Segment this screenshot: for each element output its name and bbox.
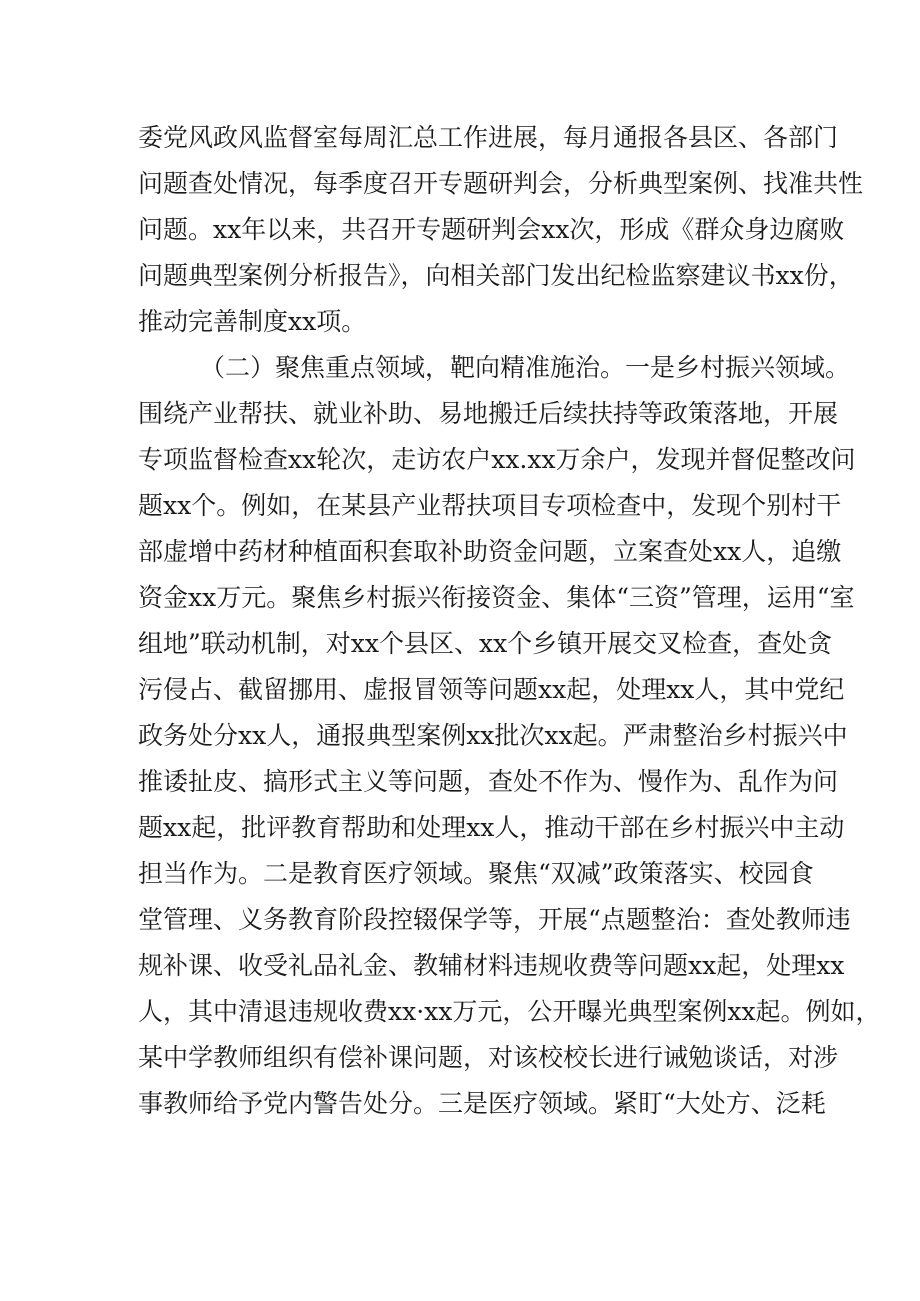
text-line: 堂管理、义务教育阶段控辍保学等，开展“点题整治：查处教师违: [138, 905, 851, 934]
text-line: 专项监督检查xx轮次，走访农户xx.xx万余户，发现并督促整改问: [138, 445, 856, 474]
text-line: 部虚增中药材种植面积套取补助资金问题，立案查处xx人，追缴: [138, 537, 842, 566]
text-line: 围绕产业帮扶、就业补助、易地搬迁后续扶持等政策落地，开展: [138, 399, 839, 428]
text-line: 资金xx万元。聚焦乡村振兴衔接资金、集体“三资”管理，运用“室: [138, 583, 855, 612]
text-line: 组地”联动机制，对xx个县区、xx个乡镇开展交叉检查，查处贪: [138, 629, 833, 658]
text-line: 某中学教师组织有偿补课问题，对该校校长进行诫勉谈话，对涉: [138, 1043, 839, 1072]
text-line: 问题查处情况，每季度召开专题研判会，分析典型案例、找准共性: [138, 169, 864, 198]
text-line: 题xx起，批评教育帮助和处理xx人，推动干部在乡村振兴中主动: [138, 813, 845, 842]
text-line: 担当作为。二是教育医疗领域。聚焦“双减”政策落实、校园食: [138, 859, 814, 888]
text-line: 规补课、收受礼品礼金、教辅材料违规收费等问题xx起，处理xx: [138, 951, 845, 980]
text-line: 推动完善制度xx项。: [138, 307, 367, 336]
text-line: 问题典型案例分析报告》，向相关部门发出纪检监察建议书xx份，: [138, 261, 854, 290]
text-line: 政务处分xx人，通报典型案例xx批次xx起。严肃整治乡村振兴中: [138, 721, 848, 750]
text-line: 事教师给予党内警告处分。三是医疗领域。紧盯“大处方、泛耗: [138, 1089, 826, 1118]
text-line: 人，其中清退违规收费xx·xx万元，公开曝光典型案例xx起。例如，: [138, 997, 881, 1026]
text-line: 问题。xx年以来，共召开专题研判会xx次，形成《群众身边腐败: [138, 215, 845, 244]
text-line: 委党风政风监督室每周汇总工作进展，每月通报各县区、各部门: [138, 123, 839, 152]
text-line: 题xx个。例如，在某县产业帮扶项目专项检查中，发现个别村干: [138, 491, 842, 520]
text-line: 污侵占、截留挪用、虚报冒领等问题xx起，处理xx人，其中党纪: [138, 675, 845, 704]
text-line: 推诿扯皮、搞形式主义等问题，查处不作为、慢作为、乱作为问: [138, 767, 839, 796]
section-heading-line: （二）聚焦重点领域，靶向精准施治。一是乡村振兴领域。: [200, 353, 851, 382]
